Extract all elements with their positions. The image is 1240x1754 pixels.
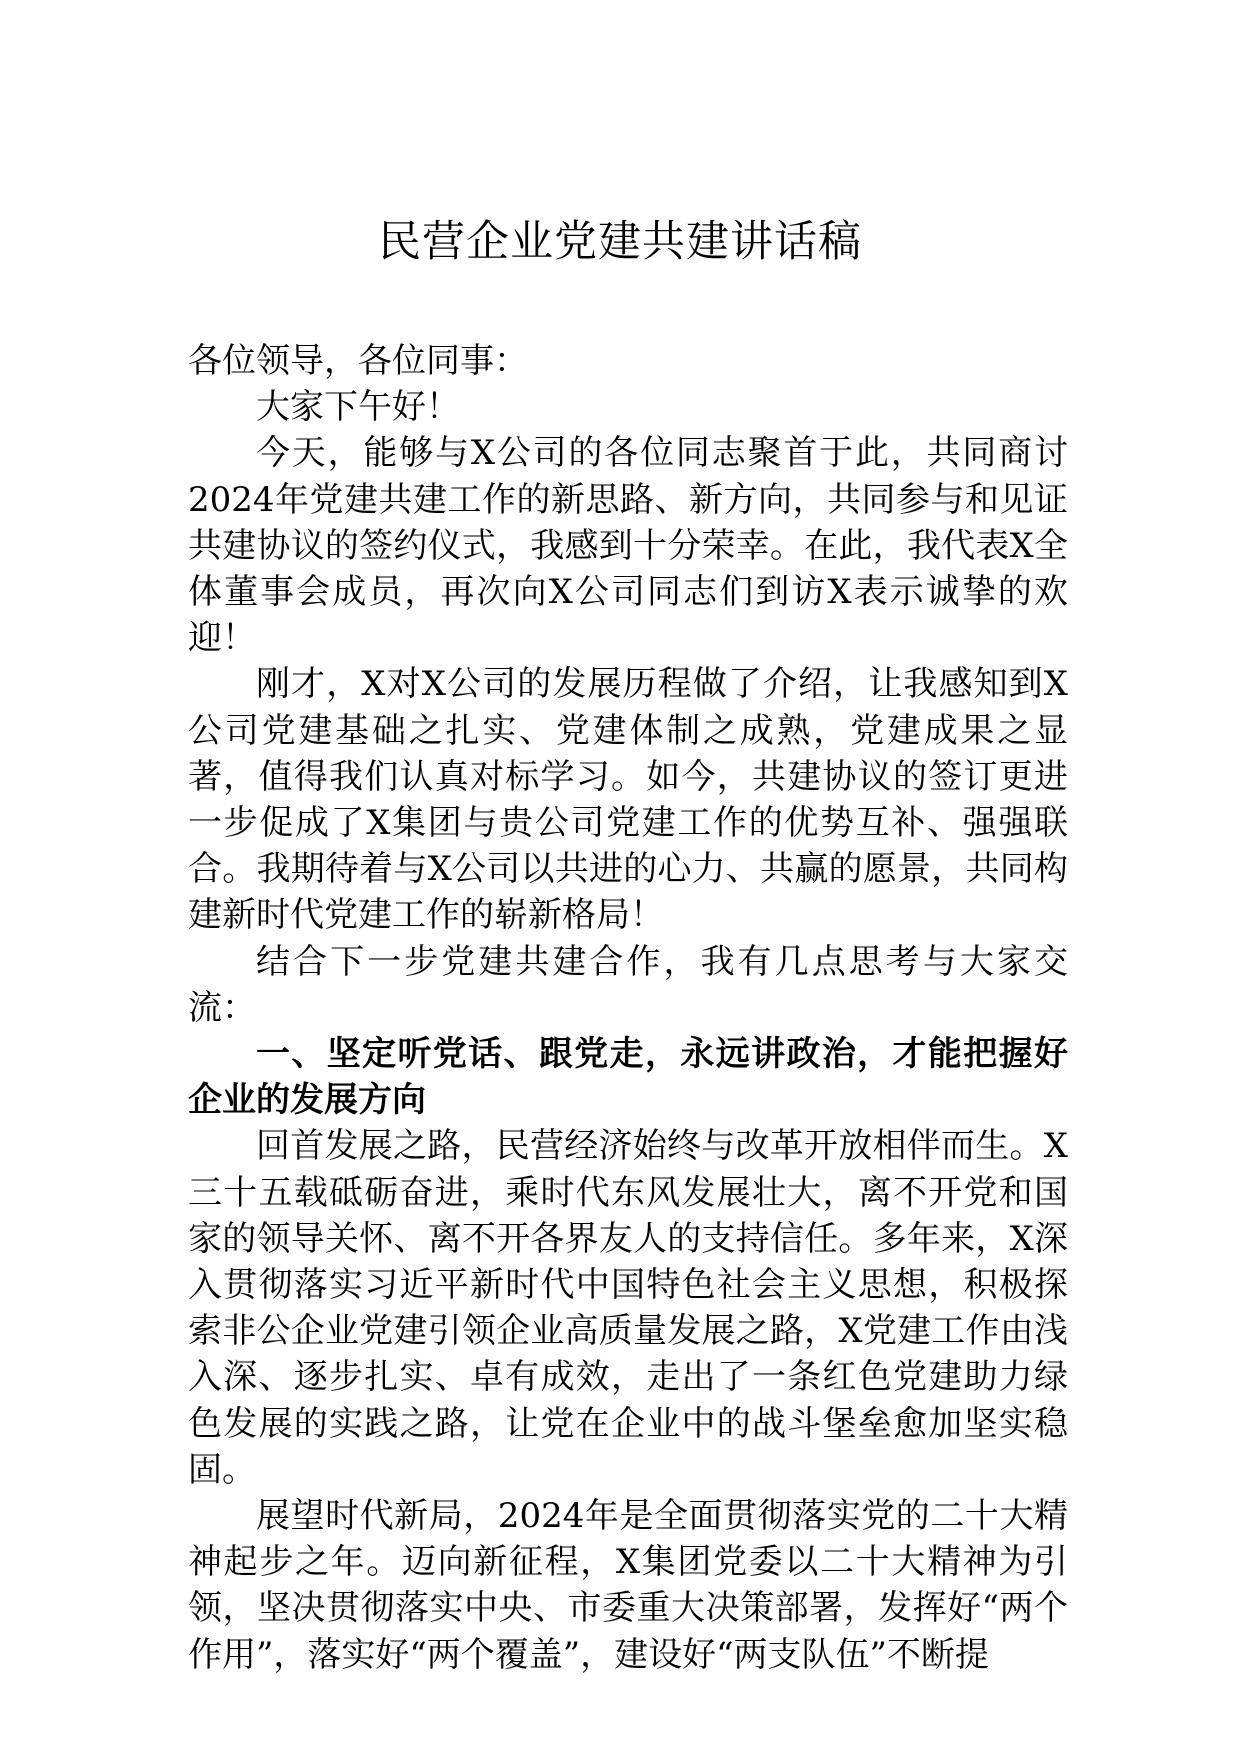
salutation: 各位领导，各位同事： [188, 341, 528, 381]
document-body [188, 338, 1068, 1678]
body-paragraph: 今天，能够与X公司的各位同志聚首于此，共同商讨2024年党建共建工作的新思路、新方向，共同参与和见证共建协议的签约仪式，我感到十分荣幸。在此，我代表X全体董事会成员，再次向X公司同志们到访X表示诚挚的欢迎！ [188, 433, 1068, 659]
body-paragraph: 结合下一步党建共建合作，我有几点思考与大家交流： [188, 941, 1068, 1028]
body-paragraph: 刚才，X对X公司的发展历程做了介绍，让我感知到X公司党建基础之扎实、党建体制之成熟，党建成果之显著，值得我们认真对标学习。如今，共建协议的签订更进一步促成了X集团与贵公司党建工作的优势互补、强强联合。我期待着与X公司以共进的心力、共赢的愿景，共同构建新时代党建工作的崭新格局！ [188, 664, 1068, 936]
section-heading: 一、坚定听党话、跟党走，永远讲政治，才能把握好企业的发展方向 [188, 1034, 1068, 1121]
greeting-paragraph: 大家下午好！ [256, 387, 460, 428]
document-title: 民营企业党建共建讲话稿 [378, 217, 862, 267]
body-paragraph: 回首发展之路，民营经济始终与改革开放相伴而生。X三十五载砥砺奋进，乘时代东风发展壮大，离不开党和国家的领导关怀、离不开各界友人的支持信任。多年来，X深入贯彻落实习近平新时代中国特色社会主义思想，积极探索非公企业党建引领企业高质量发展之路，X党建工作由浅入深、逐步扎实、卓有成效，走出了一条红色党建助力绿色发展的实践之路，让党在企业中的战斗堡垒愈加坚实稳固。 [188, 1126, 1068, 1490]
body-paragraph: 展望时代新局，2024年是全面贯彻落实党的二十大精神起步之年。迈向新征程，X集团党委以二十大精神为引领，坚决贯彻落实中央、市委重大决策部署，发挥好“两个作用”，落实好“两个覆盖”，建设好“两支队伍”不断提 [188, 1496, 1068, 1675]
